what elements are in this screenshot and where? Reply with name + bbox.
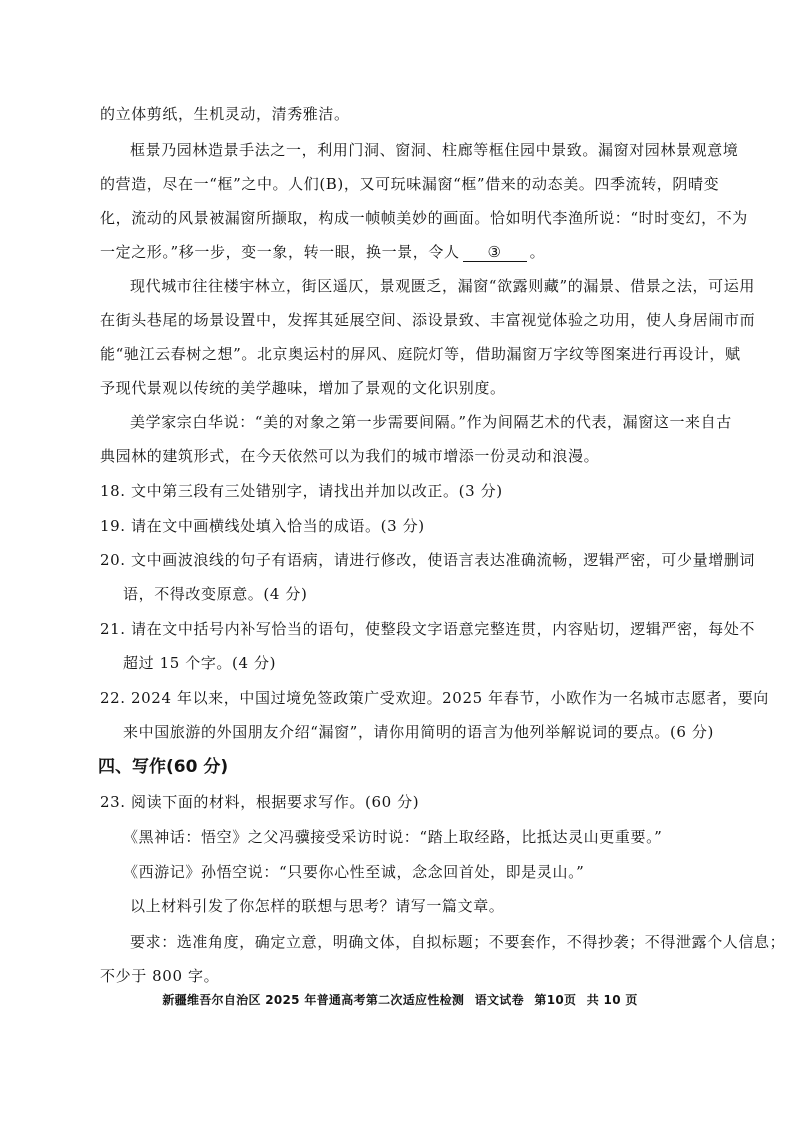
passage-text: 一定之形。”移一步，变一象，转一眼，换一景，令人 [100,243,460,261]
footer-page-number: 第10页 [534,993,577,1007]
passage-paragraph-3-line-2: 在街头巷尾的场景设置中，发挥其延展空间、添设景致、丰富视觉体验之功用，使人身居闹市而 [100,311,756,329]
passage-text: 。 [529,243,546,261]
passage-paragraph-4-line-2: 典园林的建筑形式，在今天依然可以为我们的城市增添一份灵动和浪漫。 [100,447,600,465]
passage-paragraph-2-line-2: 的营造，尽在一“框”之中。人们(B)，又可玩味漏窗“框”借来的动态美。四季流转，阴晴变 [100,175,720,193]
material-quote-2: 《西游记》孙悟空说：“只要你心性至诚，念念回首处，即是灵山。” [123,863,585,881]
footer-exam-title: 新疆维吾尔自治区 2025 年普通高考第二次适应性检测 [162,993,465,1007]
footer-total-pages: 共 10 页 [586,993,638,1007]
question-21-line-2: 超过 15 个字。(4 分) [123,654,277,672]
question-22-line-2: 来中国旅游的外国朋友介绍“漏窗”，请你用简明的语言为他列举解说词的要点。(6 分) [123,723,714,741]
passage-paragraph-4-line-1: 美学家宗白华说：“美的对象之第一步需要间隔。”作为间隔艺术的代表，漏窗这一来自古 [130,413,732,431]
passage-paragraph-1-tail: 的立体剪纸，生机灵动，清秀雅洁。 [100,105,350,123]
passage-paragraph-3-line-1: 现代城市往往楼宇林立，街区遥仄，景观匮乏，漏窗“欲露则藏”的漏景、借景之法，可运用 [130,277,755,295]
page-footer [0,992,800,1008]
writing-requirements-line-1: 要求：选准角度，确定立意，明确文体，自拟标题；不要套作，不得抄袭；不得泄露个人信息； [130,933,786,951]
footer-subject: 语文试卷 [474,993,524,1007]
question-20-line-2: 语，不得改变原意。(4 分) [123,585,308,603]
section-4-heading: 四、写作(60 分) [98,757,229,777]
passage-paragraph-3-line-4: 予现代景观以传统的美学趣味，增加了景观的文化识别度。 [100,379,506,397]
passage-paragraph-2-line-1: 框景乃园林造景手法之一，利用门洞、窗洞、柱廊等框住园中景致。漏窗对园林景观意境 [130,141,739,159]
passage-paragraph-2-line-4 [100,242,545,262]
question-23: 23. 阅读下面的材料，根据要求写作。(60 分) [100,793,420,811]
passage-paragraph-2-line-3: 化，流动的风景被漏窗所撷取，构成一帧帧美妙的画面。恰如明代李渔所说：“时时变幻，不为 [100,209,748,227]
passage-paragraph-3-line-3: 能“驰江云春树之想”。北京奥运村的屏风、庭院灯等，借助漏窗万字纹等图案进行再设计，赋 [100,345,741,363]
writing-prompt: 以上材料引发了你怎样的联想与思考？请写一篇文章。 [130,897,505,915]
question-22-line-1: 22. 2024 年以来，中国过境免签政策广受欢迎。2025 年春节，小欧作为一名城市志愿者，要向 [100,689,769,707]
material-quote-1: 《黑神话：悟空》之父冯骥接受采访时说：“踏上取经路，比抵达灵山更重要。” [123,828,663,846]
question-21-line-1: 21. 请在文中括号内补写恰当的语句，使整段文字语意完整连贯，内容贴切，逻辑严密，每处不 [100,620,756,638]
question-18: 18. 文中第三段有三处错别字，请找出并加以改正。(3 分) [100,482,503,500]
writing-requirements-line-2: 不少于 800 字。 [100,967,220,985]
question-19: 19. 请在文中画横线处填入恰当的成语。(3 分) [100,517,425,535]
question-20-line-1: 20. 文中画波浪线的句子有语病，请进行修改，使语言表达准确流畅，逻辑严密，可少量增删词 [100,551,756,569]
answer-blank-3: ③ [463,244,527,262]
